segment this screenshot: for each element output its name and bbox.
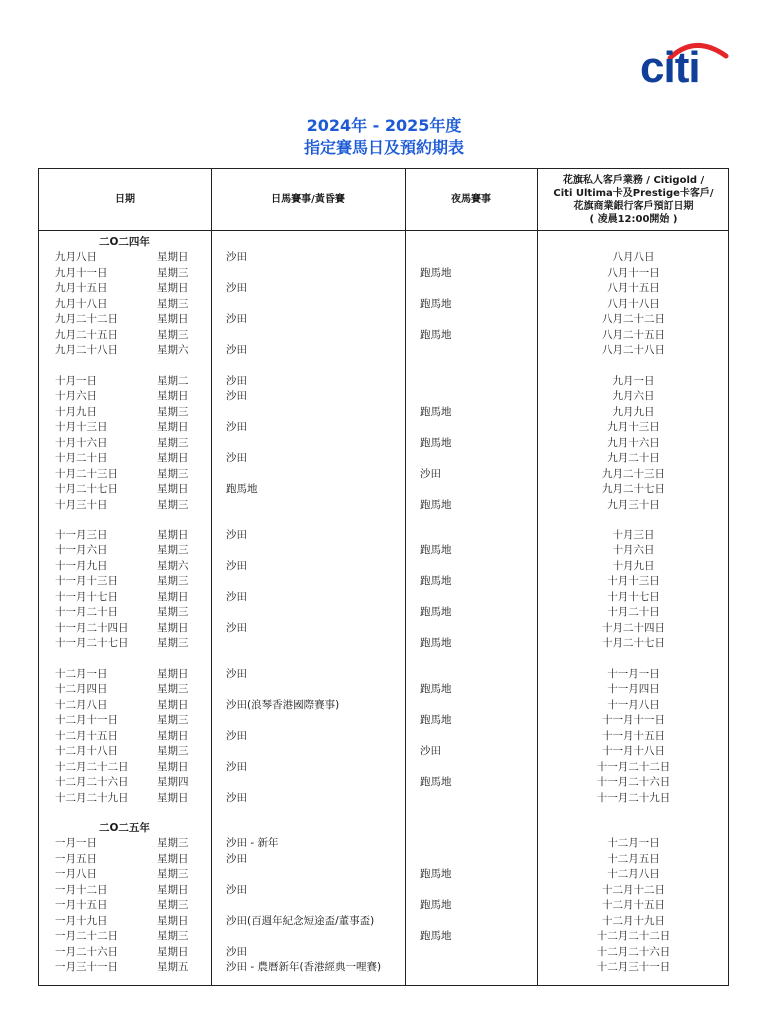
weekday: 星期日	[157, 729, 189, 742]
table-row	[39, 883, 730, 898]
day-race: 沙田	[226, 883, 247, 896]
weekday: 星期三	[157, 683, 189, 696]
weekday: 星期三	[157, 297, 189, 310]
weekday: 星期三	[157, 606, 189, 619]
day-race: 沙田	[226, 621, 247, 634]
race-date: 一月十五日	[55, 899, 108, 912]
day-race: 沙田	[226, 313, 247, 326]
weekday: 星期三	[157, 637, 189, 650]
table-row	[39, 451, 730, 466]
booking-date: 十月十七日	[607, 590, 660, 603]
booking-date: 十一月八日	[607, 698, 660, 711]
table-row	[39, 389, 730, 404]
race-date: 十月九日	[55, 405, 97, 418]
night-race: 跑馬地	[420, 606, 452, 619]
race-date: 十一月二十七日	[55, 637, 129, 650]
booking-date: 十二月八日	[607, 868, 660, 881]
weekday: 星期三	[157, 899, 189, 912]
table-row	[39, 682, 730, 697]
weekday: 星期日	[157, 852, 189, 865]
booking-date: 十二月三十一日	[596, 961, 671, 974]
table-row	[39, 929, 730, 944]
table-row	[39, 621, 730, 636]
race-date: 九月十五日	[55, 282, 108, 295]
table-row	[39, 297, 730, 312]
booking-date: 八月二十二日	[602, 313, 665, 326]
night-race: 跑馬地	[420, 436, 452, 449]
table-row	[39, 328, 730, 343]
booking-date: 九月十六日	[607, 436, 660, 449]
booking-date: 八月八日	[612, 251, 655, 264]
header-booking-line: Citi Ultima卡及Prestige卡客戶/	[553, 187, 714, 199]
weekday: 星期六	[157, 559, 189, 572]
night-race: 跑馬地	[420, 683, 452, 696]
booking-date: 九月二十七日	[602, 483, 665, 496]
table-row	[39, 898, 730, 913]
night-race: 跑馬地	[420, 498, 452, 511]
table-row	[39, 590, 730, 605]
night-race: 跑馬地	[420, 575, 452, 588]
table-row	[39, 528, 730, 543]
race-date: 十一月六日	[55, 544, 108, 557]
table-row	[39, 713, 730, 728]
race-date: 九月八日	[55, 251, 97, 264]
booking-date: 十二月二十二日	[596, 930, 671, 943]
booking-date: 十一月十五日	[602, 729, 665, 742]
booking-date: 十一月一日	[607, 668, 660, 680]
weekday: 星期日	[157, 698, 189, 711]
booking-date: 十月九日	[612, 559, 655, 572]
day-race: 沙田 - 新年	[226, 837, 279, 850]
table-row	[39, 250, 730, 265]
table-row	[39, 836, 730, 851]
header-booking-line: 花旗私人客戶業務 / Citigold /	[562, 174, 705, 186]
booking-date: 八月十五日	[607, 282, 660, 295]
night-race: 跑馬地	[420, 544, 452, 557]
night-race: 跑馬地	[420, 776, 452, 789]
weekday: 星期二	[157, 375, 189, 387]
table-row	[39, 498, 730, 513]
race-date: 十一月九日	[55, 559, 108, 572]
header-booking	[537, 169, 730, 230]
booking-date: 十二月一日	[607, 837, 660, 850]
table-row	[39, 436, 730, 451]
booking-date: 九月三十日	[607, 498, 660, 511]
race-date: 十二月二十二日	[55, 760, 129, 773]
table-row	[39, 744, 730, 759]
night-race: 跑馬地	[420, 297, 452, 310]
race-date: 十月十六日	[55, 436, 108, 449]
weekday: 星期日	[157, 421, 189, 434]
race-date: 九月十一日	[55, 266, 108, 279]
race-date: 十一月十三日	[55, 575, 118, 588]
booking-date: 八月十八日	[607, 297, 660, 310]
booking-date: 十一月十一日	[602, 714, 665, 727]
race-date: 十一月三日	[55, 529, 108, 541]
table-row	[39, 266, 730, 281]
table-row	[39, 374, 730, 389]
day-race: 沙田	[226, 390, 247, 403]
race-date: 十月六日	[55, 390, 97, 403]
weekday: 星期三	[157, 266, 189, 279]
weekday: 星期三	[157, 930, 189, 943]
header-divider	[39, 230, 728, 231]
table-row	[39, 914, 730, 929]
race-date: 十二月二十九日	[55, 791, 129, 804]
table-row	[39, 636, 730, 651]
weekday: 星期日	[157, 791, 189, 804]
day-race: 沙田 - 農曆新年(香港經典一哩賽)	[226, 961, 382, 974]
table-row	[39, 867, 730, 882]
booking-date: 九月一日	[612, 375, 655, 387]
night-race: 沙田	[420, 745, 441, 758]
race-date: 十一月十七日	[55, 590, 118, 603]
race-date: 十二月四日	[55, 683, 108, 696]
race-date: 一月十二日	[55, 883, 108, 896]
race-date: 一月五日	[55, 852, 97, 865]
race-date: 十月十三日	[55, 421, 108, 434]
race-date: 十月二十七日	[55, 483, 118, 496]
weekday: 星期三	[157, 405, 189, 418]
booking-date: 十月十三日	[607, 575, 660, 588]
table-row	[39, 760, 730, 775]
booking-date: 十二月五日	[607, 852, 660, 865]
race-date: 十月三十日	[55, 498, 108, 511]
table-row	[39, 405, 730, 420]
page-title: 2024年 - 2025年度	[306, 116, 462, 135]
year-heading: 二O二五年	[99, 822, 150, 834]
night-race: 跑馬地	[420, 868, 452, 881]
table-row	[39, 343, 730, 358]
weekday: 星期日	[157, 529, 189, 541]
table-row	[39, 281, 730, 296]
weekday: 星期日	[157, 621, 189, 634]
day-race: 沙田	[226, 791, 247, 804]
weekday: 星期日	[157, 760, 189, 773]
table-row	[39, 698, 730, 713]
race-date: 十二月十五日	[55, 729, 118, 742]
race-date: 十月二十日	[55, 452, 108, 465]
race-date: 一月三十一日	[55, 961, 118, 974]
weekday: 星期三	[157, 544, 189, 557]
weekday: 星期日	[157, 668, 189, 680]
booking-date: 十一月十八日	[602, 745, 665, 758]
race-date: 九月二十八日	[55, 344, 118, 357]
table-row	[39, 852, 730, 867]
weekday: 星期三	[157, 575, 189, 588]
weekday: 星期日	[157, 483, 189, 496]
booking-date: 八月二十五日	[602, 328, 665, 341]
weekday: 星期日	[157, 452, 189, 465]
weekday: 星期三	[157, 714, 189, 727]
booking-date: 八月二十八日	[602, 344, 665, 357]
weekday: 星期三	[157, 498, 189, 511]
weekday: 星期日	[157, 945, 189, 958]
race-date: 十二月八日	[55, 698, 108, 711]
booking-date: 十二月十五日	[602, 899, 665, 912]
citi-logo	[640, 36, 730, 92]
table-row	[39, 775, 730, 790]
race-date: 九月二十二日	[55, 313, 118, 326]
night-race: 沙田	[420, 467, 441, 480]
day-race: 沙田	[226, 729, 247, 742]
schedule-table	[38, 168, 729, 986]
year-heading: 二O二四年	[99, 236, 150, 248]
day-race: 沙田	[226, 590, 247, 603]
booking-date: 十一月二十九日	[596, 791, 671, 804]
race-date: 一月八日	[55, 868, 97, 881]
booking-date: 十一月四日	[607, 683, 660, 696]
booking-date: 十月二十七日	[602, 637, 665, 650]
race-date: 一月一日	[55, 837, 97, 850]
booking-date: 十二月十二日	[602, 883, 665, 896]
day-race: 沙田	[226, 760, 247, 773]
table-row	[39, 667, 730, 682]
day-race: 沙田	[226, 344, 247, 357]
table-row	[39, 420, 730, 435]
night-race: 跑馬地	[420, 405, 452, 418]
race-date: 一月二十六日	[55, 945, 118, 958]
booking-date: 九月十三日	[607, 421, 660, 434]
table-row	[39, 312, 730, 327]
race-date: 十月二十三日	[55, 467, 118, 480]
page-subtitle: 指定賽馬日及預約期表	[303, 138, 464, 157]
night-race: 跑馬地	[420, 714, 452, 727]
header-booking-line: 花旗商業銀行客戶預訂日期	[573, 200, 694, 212]
race-date: 九月十八日	[55, 297, 108, 310]
day-race: 跑馬地	[226, 483, 258, 496]
booking-date: 九月九日	[612, 405, 655, 418]
booking-date: 十月二十日	[607, 606, 660, 619]
day-race: 沙田	[226, 945, 247, 958]
race-date: 一月十九日	[55, 914, 108, 927]
race-date: 十月一日	[55, 375, 97, 387]
race-date: 十二月十八日	[55, 745, 118, 758]
day-race: 沙田	[226, 375, 247, 387]
table-row	[39, 791, 730, 806]
header-night-race: 夜馬賽事	[451, 194, 491, 205]
table-row	[39, 559, 730, 574]
logo-text: citi	[640, 43, 700, 92]
table-row	[39, 605, 730, 620]
day-race: 沙田	[226, 559, 247, 572]
day-race: 沙田	[226, 529, 247, 541]
race-date: 一月二十二日	[55, 930, 118, 943]
booking-date: 九月六日	[612, 390, 655, 403]
weekday: 星期日	[157, 282, 189, 295]
weekday: 星期三	[157, 328, 189, 341]
booking-date: 十二月十九日	[602, 914, 665, 927]
header-day-race: 日馬賽事/黃昏賽	[271, 194, 345, 205]
weekday: 星期五	[157, 961, 189, 974]
night-race: 跑馬地	[420, 637, 452, 650]
table-row	[39, 960, 730, 975]
day-race: 沙田	[226, 421, 247, 434]
weekday: 星期三	[157, 436, 189, 449]
day-race: 沙田	[226, 668, 247, 680]
header-booking-line: ( 凌晨12:00開始 )	[589, 213, 678, 225]
day-race: 沙田	[226, 452, 247, 465]
night-race: 跑馬地	[420, 266, 452, 279]
header-date: 日期	[115, 194, 135, 205]
day-race: 沙田	[226, 282, 247, 295]
race-date: 十一月二十四日	[55, 621, 129, 634]
weekday: 星期日	[157, 251, 189, 264]
booking-date: 八月十一日	[607, 266, 660, 279]
table-row	[39, 729, 730, 744]
booking-date: 十二月二十六日	[596, 945, 671, 958]
table-row	[39, 574, 730, 589]
night-race: 跑馬地	[420, 899, 452, 912]
weekday: 星期日	[157, 590, 189, 603]
booking-date: 九月二十三日	[602, 467, 665, 480]
table-row	[39, 482, 730, 497]
booking-date: 十一月二十二日	[596, 760, 671, 773]
race-date: 十一月二十日	[55, 606, 118, 619]
weekday: 星期三	[157, 868, 189, 881]
table-row	[39, 543, 730, 558]
race-date: 九月二十五日	[55, 328, 118, 341]
race-date: 十二月一日	[55, 668, 108, 680]
night-race: 跑馬地	[420, 328, 452, 341]
race-date: 十二月二十六日	[55, 776, 129, 789]
weekday: 星期日	[157, 313, 189, 326]
day-race: 沙田(浪琴香港國際賽事)	[226, 698, 340, 711]
booking-date: 九月二十日	[607, 452, 660, 465]
booking-date: 十月六日	[612, 544, 655, 557]
race-date: 十二月十一日	[55, 714, 118, 727]
day-race: 沙田	[226, 852, 247, 865]
table-row	[39, 467, 730, 482]
booking-date: 十月三日	[612, 529, 655, 541]
day-race: 沙田(百週年紀念短途盃/董事盃)	[226, 914, 375, 927]
booking-date: 十月二十四日	[602, 621, 665, 634]
weekday: 星期六	[157, 344, 189, 357]
weekday: 星期三	[157, 745, 189, 758]
weekday: 星期日	[157, 883, 189, 896]
weekday: 星期日	[157, 390, 189, 403]
day-race: 沙田	[226, 251, 247, 264]
booking-date: 十一月二十六日	[596, 776, 671, 789]
table-row	[39, 945, 730, 960]
weekday: 星期三	[157, 467, 189, 480]
weekday: 星期日	[157, 914, 189, 927]
weekday: 星期四	[157, 776, 189, 789]
night-race: 跑馬地	[420, 930, 452, 943]
weekday: 星期三	[157, 837, 189, 850]
